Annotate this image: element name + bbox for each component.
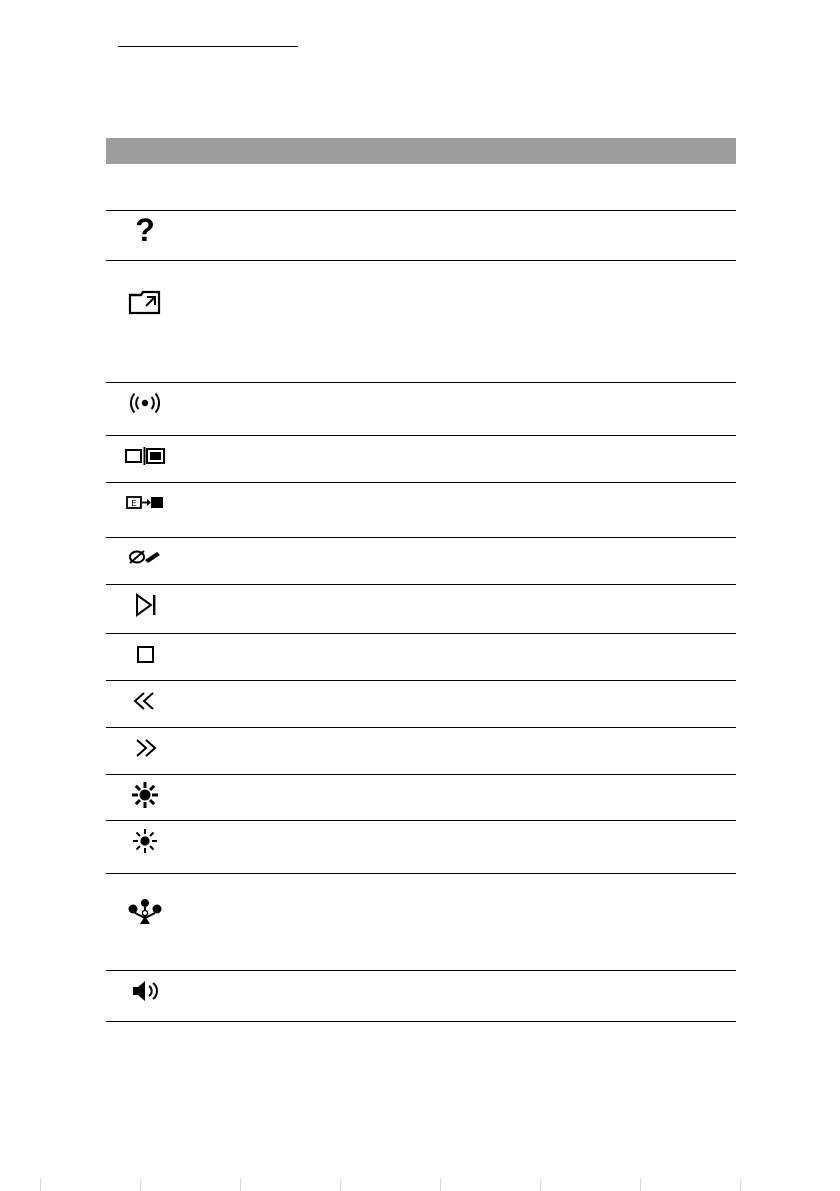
row-icon-cell bbox=[106, 634, 184, 674]
table-row bbox=[106, 634, 736, 680]
row-icon-cell bbox=[106, 261, 184, 323]
wireless-signal-icon bbox=[122, 383, 168, 423]
table-row bbox=[106, 436, 736, 482]
row-icon-cell bbox=[106, 383, 184, 423]
row-icon-cell bbox=[106, 971, 184, 1011]
table-row bbox=[106, 971, 736, 1021]
divider bbox=[106, 1021, 736, 1022]
display-toggle-icon bbox=[122, 436, 168, 476]
table-row bbox=[106, 483, 736, 537]
page-heading bbox=[118, 26, 418, 44]
row-icon-cell bbox=[106, 775, 184, 815]
row-icon-cell bbox=[106, 585, 184, 625]
row-name bbox=[184, 261, 334, 283]
row-icon-cell bbox=[106, 538, 184, 578]
table-row bbox=[106, 261, 736, 382]
social-networks-icon bbox=[122, 892, 168, 932]
table-row bbox=[106, 383, 736, 435]
table-row bbox=[106, 538, 736, 584]
table-row bbox=[106, 728, 736, 774]
row-description bbox=[334, 874, 736, 892]
next-track-icon bbox=[122, 728, 168, 768]
table-row bbox=[106, 585, 736, 633]
brightness-down-icon bbox=[122, 821, 168, 861]
touchpad-off-icon bbox=[122, 538, 168, 578]
play-pause-icon bbox=[122, 585, 168, 625]
row-icon-cell bbox=[106, 728, 184, 768]
row-icon-cell bbox=[106, 483, 184, 523]
question-mark-icon bbox=[122, 211, 168, 251]
row-icon-cell bbox=[106, 821, 184, 861]
screen-blank-icon bbox=[122, 483, 168, 523]
row-icon-cell bbox=[106, 436, 184, 476]
table-row bbox=[106, 211, 736, 260]
backup-folder-icon bbox=[122, 283, 168, 323]
table-row bbox=[106, 681, 736, 727]
heading-underline bbox=[118, 46, 298, 47]
previous-track-icon bbox=[122, 681, 168, 721]
brightness-up-icon bbox=[122, 775, 168, 815]
page-footer-marks bbox=[0, 1178, 840, 1191]
svg-text:?: ? bbox=[135, 214, 155, 248]
table-row bbox=[106, 775, 736, 820]
speaker-volume-icon bbox=[122, 971, 168, 1011]
row-icon-cell bbox=[106, 681, 184, 721]
stop-icon bbox=[122, 634, 168, 674]
table-row bbox=[106, 821, 736, 873]
row-name bbox=[184, 874, 334, 892]
row-icon-cell bbox=[106, 874, 184, 932]
svg-text:E: E bbox=[131, 499, 137, 508]
table-row bbox=[106, 874, 736, 970]
table-intro-text bbox=[106, 164, 736, 210]
row-description bbox=[334, 261, 736, 283]
table-header-band bbox=[106, 138, 736, 164]
hotkey-table bbox=[106, 138, 736, 1022]
row-icon-cell bbox=[106, 211, 184, 251]
